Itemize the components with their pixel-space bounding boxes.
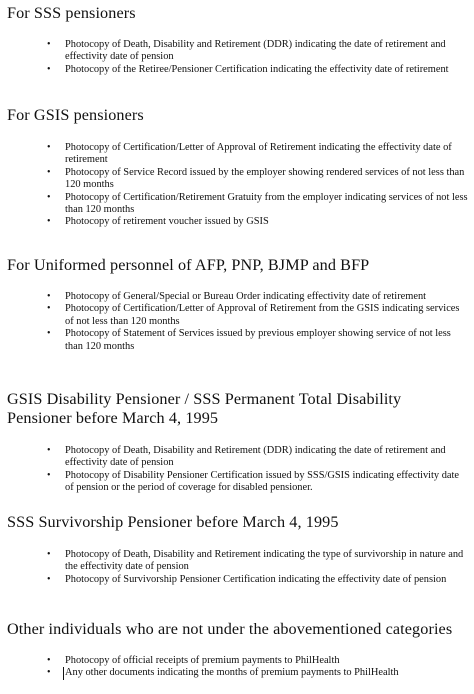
list-item xyxy=(0,445,470,470)
bullet-icon: • xyxy=(47,166,51,178)
list-item xyxy=(0,303,470,328)
section-heading: SSS Survivorship Pensioner before March 4, 1995 xyxy=(7,513,339,531)
list-item xyxy=(0,192,470,217)
list-item-text: Photocopy of Death, Disability and Retirement (DDR) indicating the date of retirement and effectivity date of pension xyxy=(65,39,446,63)
requirements-list xyxy=(0,655,470,680)
list-item xyxy=(0,328,470,353)
list-item-text: Photocopy of official receipts of premium payments to PhilHealth xyxy=(65,655,340,666)
list-item xyxy=(0,291,470,303)
requirements-list xyxy=(0,39,470,76)
list-item xyxy=(0,167,470,192)
list-item xyxy=(0,216,470,228)
section-heading: For Uniformed personnel of AFP, PNP, BJMP and BFP xyxy=(7,256,370,274)
list-item xyxy=(0,667,470,679)
list-item xyxy=(0,574,470,586)
list-item-text: Photocopy of Death, Disability and Retirement indicating the type of survivorship in nature and the effectivity date of pension xyxy=(65,549,464,573)
bullet-icon: • xyxy=(47,291,51,302)
list-item-text: Photocopy of General/Special or Bureau Order indicating effectivity date of retirement xyxy=(65,291,427,302)
requirements-list xyxy=(0,445,470,495)
list-item xyxy=(0,64,470,76)
bullet-icon: • xyxy=(47,469,51,481)
list-item-text: Photocopy of Service Record issued by the employer showing rendered services of not less than 120 months xyxy=(65,166,465,191)
section-heading: Other individuals who are not under the abovementioned categories xyxy=(7,620,453,638)
bullet-icon: • xyxy=(47,303,51,315)
list-item-text: Photocopy of the Retiree/Pensioner Certification indicating the effectivity date of retirement xyxy=(65,63,449,75)
bullet-icon: • xyxy=(47,216,51,228)
list-item xyxy=(0,470,470,495)
bullet-icon: • xyxy=(47,573,51,585)
requirements-list xyxy=(0,142,470,229)
bullet-icon: • xyxy=(47,655,51,666)
list-item-text: Photocopy of Certification/Letter of Approval of Retirement indicating the effectivity date of retirement xyxy=(65,142,452,166)
section-heading: For SSS pensioners xyxy=(7,4,136,22)
requirements-list xyxy=(0,549,470,586)
bullet-icon: • xyxy=(47,63,51,75)
list-item xyxy=(0,39,470,64)
bullet-icon: • xyxy=(47,328,51,340)
text-cursor xyxy=(63,667,64,680)
list-item-text: Photocopy of Disability Pensioner Certification issued by SSS/GSIS indicating effectivity date of pension or the period of coverage for disabled pensioner. xyxy=(65,469,460,494)
list-item xyxy=(0,142,470,167)
list-item xyxy=(0,655,470,667)
list-item-text: Any other documents indicating the months of premium payments to PhilHealth xyxy=(65,667,399,679)
section-heading: For GSIS pensioners xyxy=(7,106,144,124)
list-item-text: Photocopy of Survivorship Pensioner Certification indicating the effectivity date of pension xyxy=(65,573,447,585)
bullet-icon: • xyxy=(47,667,51,679)
list-item xyxy=(0,549,470,574)
section-heading: GSIS Disability Pensioner / SSS Permanent Total Disability Pensioner before March 4, 1995 xyxy=(7,390,402,427)
bullet-icon: • xyxy=(47,445,51,456)
list-item-text: Photocopy of Death, Disability and Retirement (DDR) indicating the date of retirement and effectivity date of pension xyxy=(65,445,446,469)
requirements-list xyxy=(0,291,470,353)
list-item-text: Photocopy of Statement of Services issued by previous employer showing service of not less than 120 months xyxy=(65,328,451,352)
bullet-icon: • xyxy=(47,191,51,203)
bullet-icon: • xyxy=(47,549,51,560)
bullet-icon: • xyxy=(47,39,51,50)
bullet-icon: • xyxy=(47,142,51,153)
list-item-text: Photocopy of Certification/Retirement Gratuity from the employer indicating services of not less than 120 months xyxy=(65,191,468,216)
list-item-text: Photocopy of retirement voucher issued by GSIS xyxy=(65,216,269,228)
list-item-text: Photocopy of Certification/Letter of Approval of Retirement from the GSIS indicating services of not less than 120 months xyxy=(65,303,460,327)
